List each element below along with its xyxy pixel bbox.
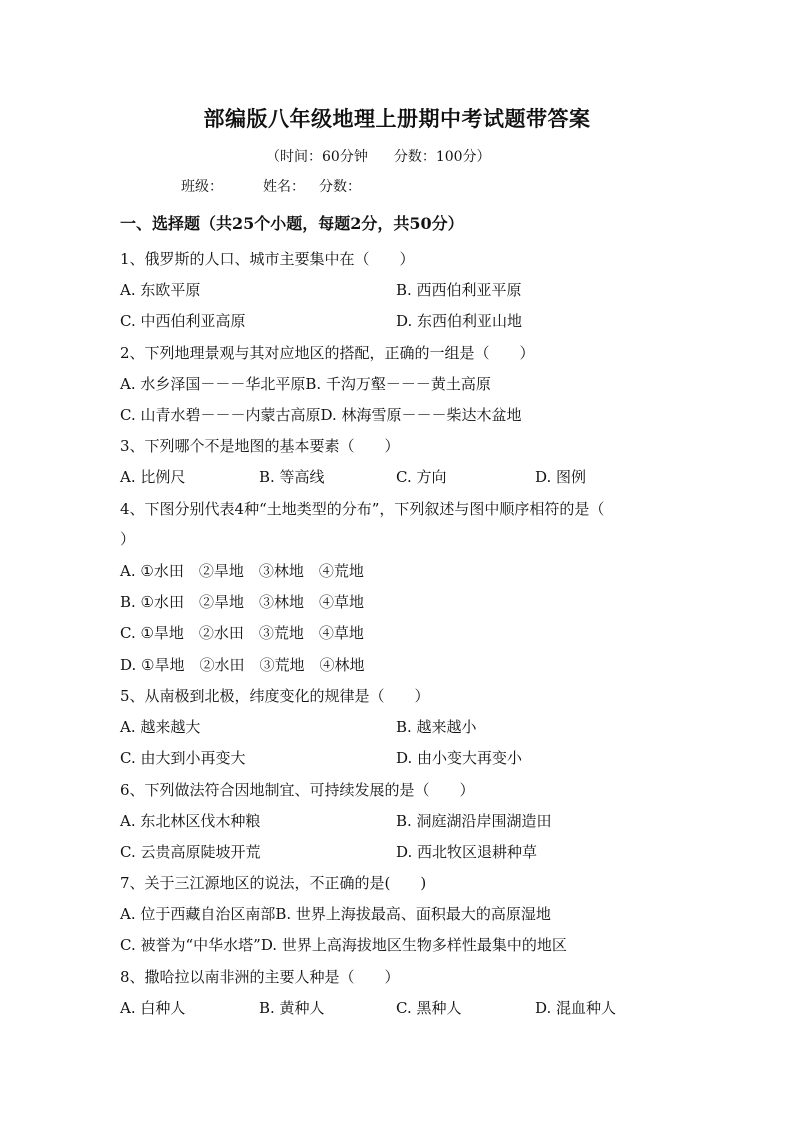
question-option: D. 东西伯利亚山地 xyxy=(396,312,523,330)
question-option: B. 黄种人 xyxy=(259,999,325,1017)
question-option: A. 位于西藏自治区南部B. 世界上海拔最高、面积最大的高原湿地 xyxy=(120,905,551,923)
question-option: B. ①水田 ②旱地 ③林地 ④草地 xyxy=(120,593,365,611)
score-label: 分数： xyxy=(319,179,361,195)
question-option: C. 中西伯利亚高原 xyxy=(120,312,246,330)
question-stem: 6、下列做法符合因地制宜、可持续发展的是（ ） xyxy=(120,781,475,799)
question-option: A. 白种人 xyxy=(120,999,186,1017)
question-option: D. 图例 xyxy=(535,468,587,486)
question-option: D. ①旱地 ②水田 ③荒地 ④林地 xyxy=(120,656,365,674)
question-option: C. 云贵高原陡坡开荒 xyxy=(120,843,261,861)
question-option: A. 越来越大 xyxy=(120,718,201,736)
student-info-line xyxy=(181,176,361,196)
question-option: C. ①旱地 ②水田 ③荒地 ④草地 xyxy=(120,624,364,642)
question-stem: 8、撒哈拉以南非洲的主要人种是（ ） xyxy=(120,968,400,986)
question-option: D. 混血种人 xyxy=(535,999,617,1017)
class-label: 班级： xyxy=(181,179,223,195)
question-option: B. 西西伯利亚平原 xyxy=(396,281,522,299)
question-stem: 1、俄罗斯的人口、城市主要集中在（ ） xyxy=(120,250,415,268)
question-option: A. 比例尺 xyxy=(120,468,186,486)
name-label: 姓名： xyxy=(263,179,305,195)
question-option: C. 由大到小再变大 xyxy=(120,749,246,767)
question-option: A. 东欧平原 xyxy=(120,281,201,299)
question-option: C. 黑种人 xyxy=(396,999,462,1017)
question-option: A. 水乡泽国－－－华北平原B. 千沟万壑－－－黄土高原 xyxy=(120,375,491,393)
question-option: B. 洞庭湖沿岸围湖造田 xyxy=(396,812,552,830)
question-option: C. 被誉为“中华水塔”D. 世界上高海拔地区生物多样性最集中的地区 xyxy=(120,936,567,954)
question-stem: 3、下列哪个不是地图的基本要素（ ） xyxy=(120,437,400,455)
question-option: A. ①水田 ②旱地 ③林地 ④荒地 xyxy=(120,562,364,580)
exam-title: 部编版八年级地理上册期中考试题带答案 xyxy=(203,106,591,131)
exam-total-score: 分数：100分） xyxy=(393,149,491,165)
question-option: D. 由小变大再变小 xyxy=(396,749,523,767)
question-stem: 5、从南极到北极，纬度变化的规律是（ ） xyxy=(120,687,430,705)
question-stem: 2、下列地理景观与其对应地区的搭配，正确的一组是（ ） xyxy=(120,344,535,362)
question-option: B. 越来越小 xyxy=(396,718,477,736)
exam-subtitle xyxy=(266,146,517,166)
exam-time: （时间：60分钟 xyxy=(266,149,368,165)
question-stem-continuation: ） xyxy=(120,530,136,548)
question-stem: 7、关于三江源地区的说法，不正确的是( ) xyxy=(120,874,427,892)
question-option: C. 方向 xyxy=(396,468,447,486)
question-option: C. 山青水碧－－－内蒙古高原D. 林海雪原－－－柴达木盆地 xyxy=(120,406,522,424)
question-option: A. 东北林区伐木种粮 xyxy=(120,812,261,830)
question-stem: 4、下图分别代表4种“土地类型的分布”，下列叙述与图中顺序相符的是（ xyxy=(120,500,605,518)
question-option: B. 等高线 xyxy=(259,468,325,486)
question-option: D. 西北牧区退耕种草 xyxy=(396,843,538,861)
section-title: 一、选择题（共25个小题，每题2分，共50分） xyxy=(120,214,464,233)
